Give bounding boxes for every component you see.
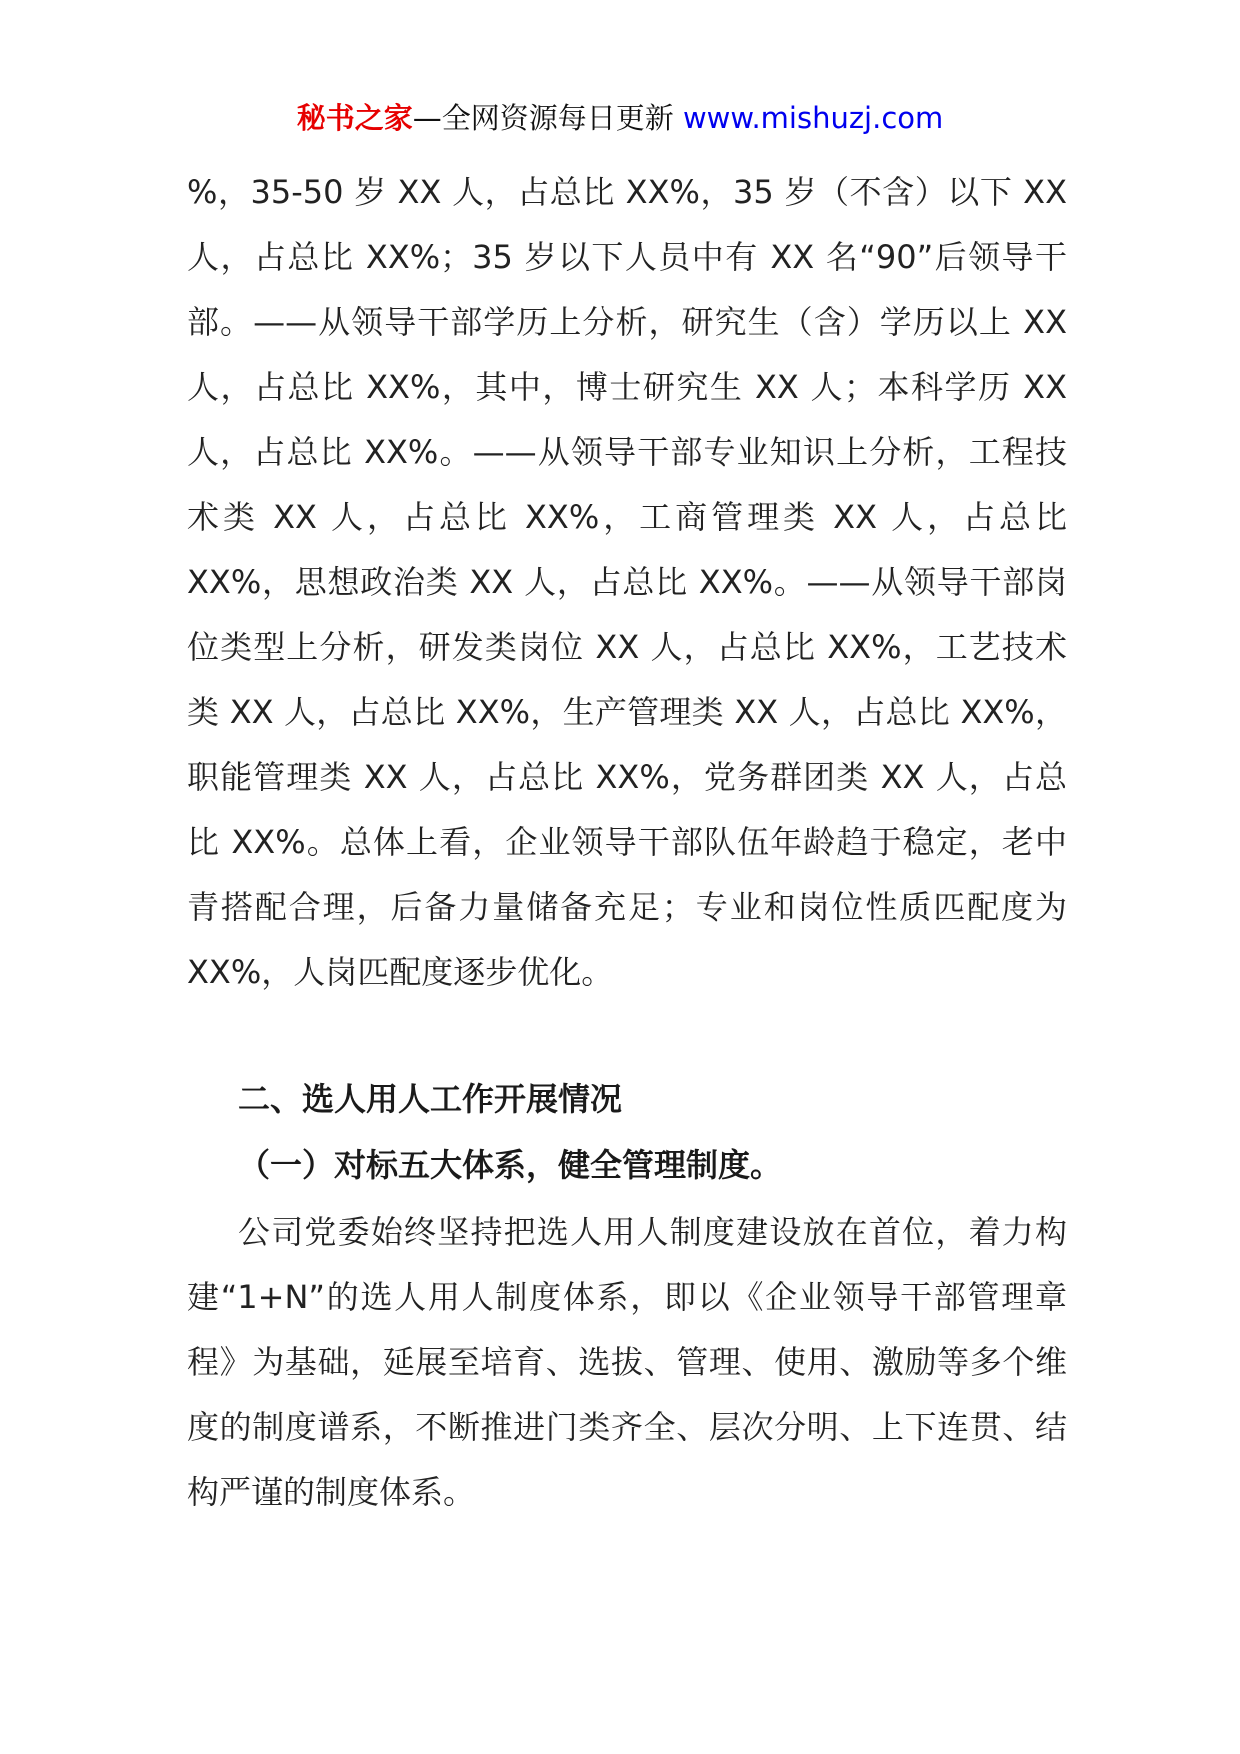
section-heading: 二、选人用人工作开展情况 — [238, 1080, 623, 1118]
brand-name: 秘书之家 — [296, 101, 413, 135]
page-header — [0, 98, 1240, 138]
body-paragraph-2: 公司党委始终坚持把选人用人制度建设放在首位，着力构建“1+N”的选人用人制度体系，即以《企业领导干部管理章程》为基础，延展至培育、选拔、管理、使用、激励等多个维度的制度谱系，不断推进门类齐全、层次分明、上下连贯、结构严谨的制度体系。 — [187, 1213, 1067, 1511]
body-paragraph-1: %，35-50 岁 XX 人，占总比 XX%，35 岁（不含）以下 XX 人，占总比 XX%；35 岁以下人员中有 XX 名“90”后领导干部。——从领导干部学历上分析，研究生（含）学历以上 XX 人，占总比 XX%，其中，博士研究生 XX 人；本科学历 XX 人，占总比 XX%。——从领导干部专业知识上分析，工程技术类 XX 人，占总比 XX%，工商管理类 XX 人，占总比 XX%，思想政治类 XX 人，占总比 XX%。——从领导干部岗位类型上分析，研发类岗位 XX 人，占总比 XX%，工艺技术类 XX 人，占总比 XX%，生产管理类 XX 人，占总比 XX%，职能管理类 XX 人，占总比 XX%，党务群团类 XX 人，占总比 XX%。总体上看，企业领导干部队伍年龄趋于稳定，老中青搭配合理，后备力量储备充足；专业和岗位性质匹配度为 XX%，人岗匹配度逐步优化。 — [187, 173, 1067, 991]
subsection-heading: （一）对标五大体系，健全管理制度。 — [238, 1146, 783, 1184]
header-tagline: —全网资源每日更新 — [412, 101, 674, 135]
website-link[interactable]: www.mishuzj.com — [682, 101, 944, 135]
